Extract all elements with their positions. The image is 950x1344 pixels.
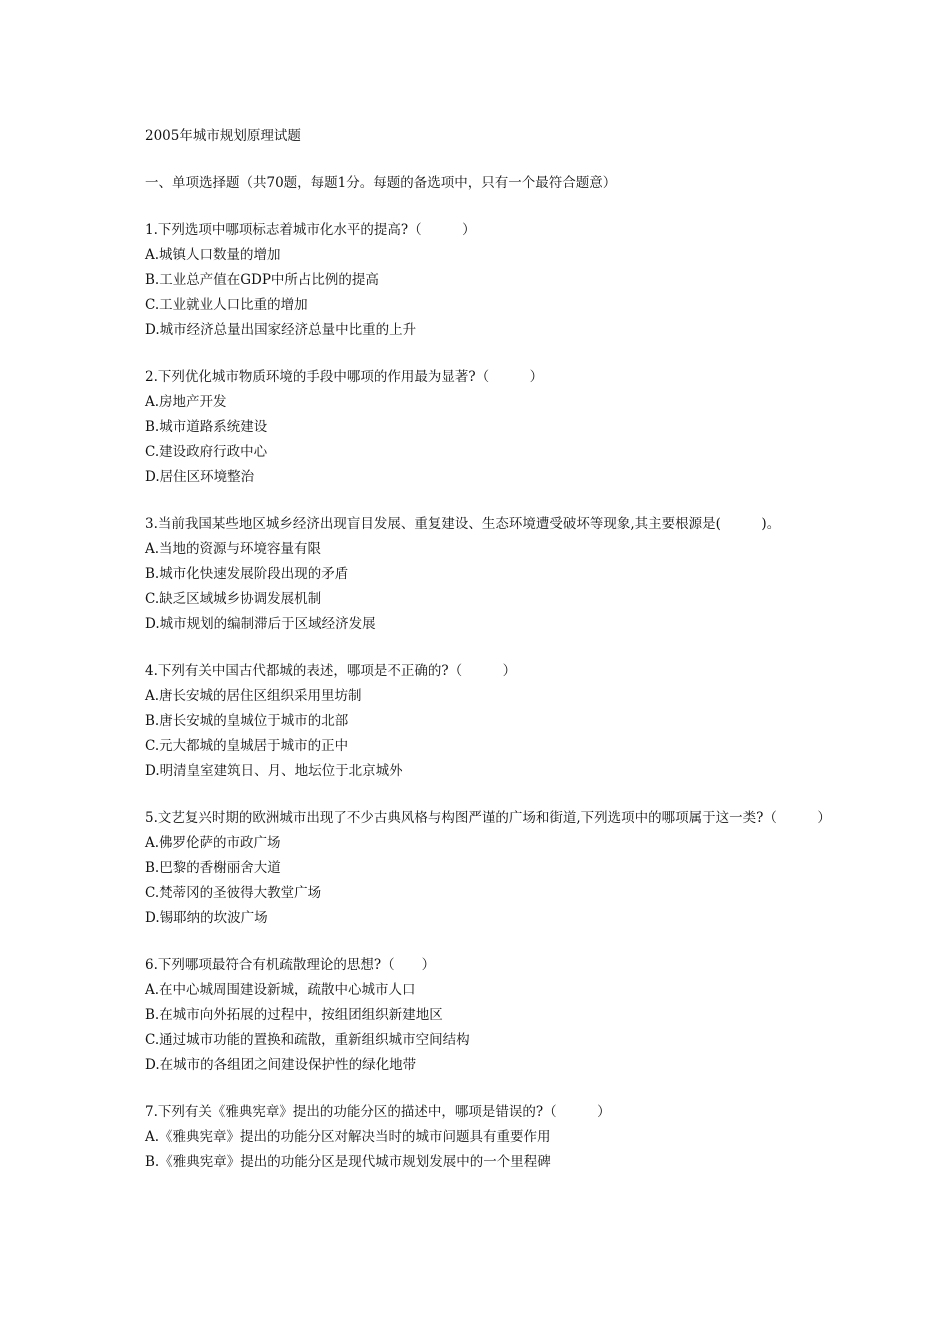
question-stem: 1.下列选项中哪项标志着城市化水平的提高?（ ）	[145, 222, 476, 238]
option-d: D.在城市的各组团之间建设保护性的绿化地带	[145, 1057, 417, 1073]
option-d: D.居住区环境整治	[145, 469, 255, 485]
option-a: A.城镇人口数量的增加	[145, 247, 281, 263]
option-c: C.元大都城的皇城居于城市的正中	[145, 738, 349, 754]
question-5	[145, 806, 845, 931]
option-b: B.在城市向外拓展的过程中，按组团组织新建地区	[145, 1007, 443, 1023]
question-stem: 6.下列哪项最符合有机疏散理论的思想?（ ）	[145, 957, 436, 973]
question-stem: 2.下列优化城市物质环境的手段中哪项的作用最为显著?（ ）	[145, 369, 544, 385]
question-7	[145, 1100, 845, 1175]
option-d: D.城市规划的编制滞后于区域经济发展	[145, 616, 376, 632]
option-d: D.锡耶纳的坎波广场	[145, 910, 268, 926]
question-stem: 7.下列有关《雅典宪章》提出的功能分区的描述中，哪项是错误的?（ ）	[145, 1104, 611, 1120]
section-heading: 一、单项选择题（共70题，每题1分。每题的备选项中，只有一个最符合题意）	[145, 175, 617, 191]
option-b: B.工业总产值在GDP中所占比例的提高	[145, 272, 379, 288]
question-stem: 5.文艺复兴时期的欧洲城市出现了不少古典风格与构图严谨的广场和街道,下列选项中的哪项属于这一类?（ ）	[145, 810, 831, 826]
question-6	[145, 953, 845, 1078]
option-b: B.城市化快速发展阶段出现的矛盾	[145, 566, 349, 582]
option-c: C.梵蒂冈的圣彼得大教堂广场	[145, 885, 322, 901]
option-a: A.当地的资源与环境容量有限	[145, 541, 322, 557]
option-a: A.《雅典宪章》提出的功能分区对解决当时的城市问题具有重要作用	[145, 1129, 551, 1145]
option-a: A.房地产开发	[145, 394, 227, 410]
question-3	[145, 512, 845, 637]
option-c: C.工业就业人口比重的增加	[145, 297, 308, 313]
option-b: B.《雅典宪章》提出的功能分区是现代城市规划发展中的一个里程碑	[145, 1154, 551, 1170]
option-a: A.唐长安城的居住区组织采用里坊制	[145, 688, 362, 704]
option-c: C.通过城市功能的置换和疏散，重新组织城市空间结构	[145, 1032, 470, 1048]
option-b: B.巴黎的香榭丽舍大道	[145, 860, 281, 876]
option-b: B.唐长安城的皇城位于城市的北部	[145, 713, 349, 729]
question-4	[145, 659, 845, 784]
document-title: 2005年城市规划原理试题	[145, 128, 301, 144]
document-page	[145, 124, 845, 1197]
option-b: B.城市道路系统建设	[145, 419, 268, 435]
question-1	[145, 218, 845, 343]
question-stem: 4.下列有关中国古代都城的表述，哪项是不正确的?（ ）	[145, 663, 517, 679]
option-a: A.在中心城周围建设新城，疏散中心城市人口	[145, 982, 416, 998]
option-a: A.佛罗伦萨的市政广场	[145, 835, 281, 851]
option-d: D.城市经济总量出国家经济总量中比重的上升	[145, 322, 417, 338]
question-2	[145, 365, 845, 490]
option-c: C.缺乏区域城乡协调发展机制	[145, 591, 322, 607]
option-d: D.明清皇室建筑日、月、地坛位于北京城外	[145, 763, 403, 779]
option-c: C.建设政府行政中心	[145, 444, 268, 460]
question-stem: 3.当前我国某些地区城乡经济出现盲目发展、重复建设、生态环境遭受破坏等现象,其主要根源是( )。	[145, 516, 781, 532]
